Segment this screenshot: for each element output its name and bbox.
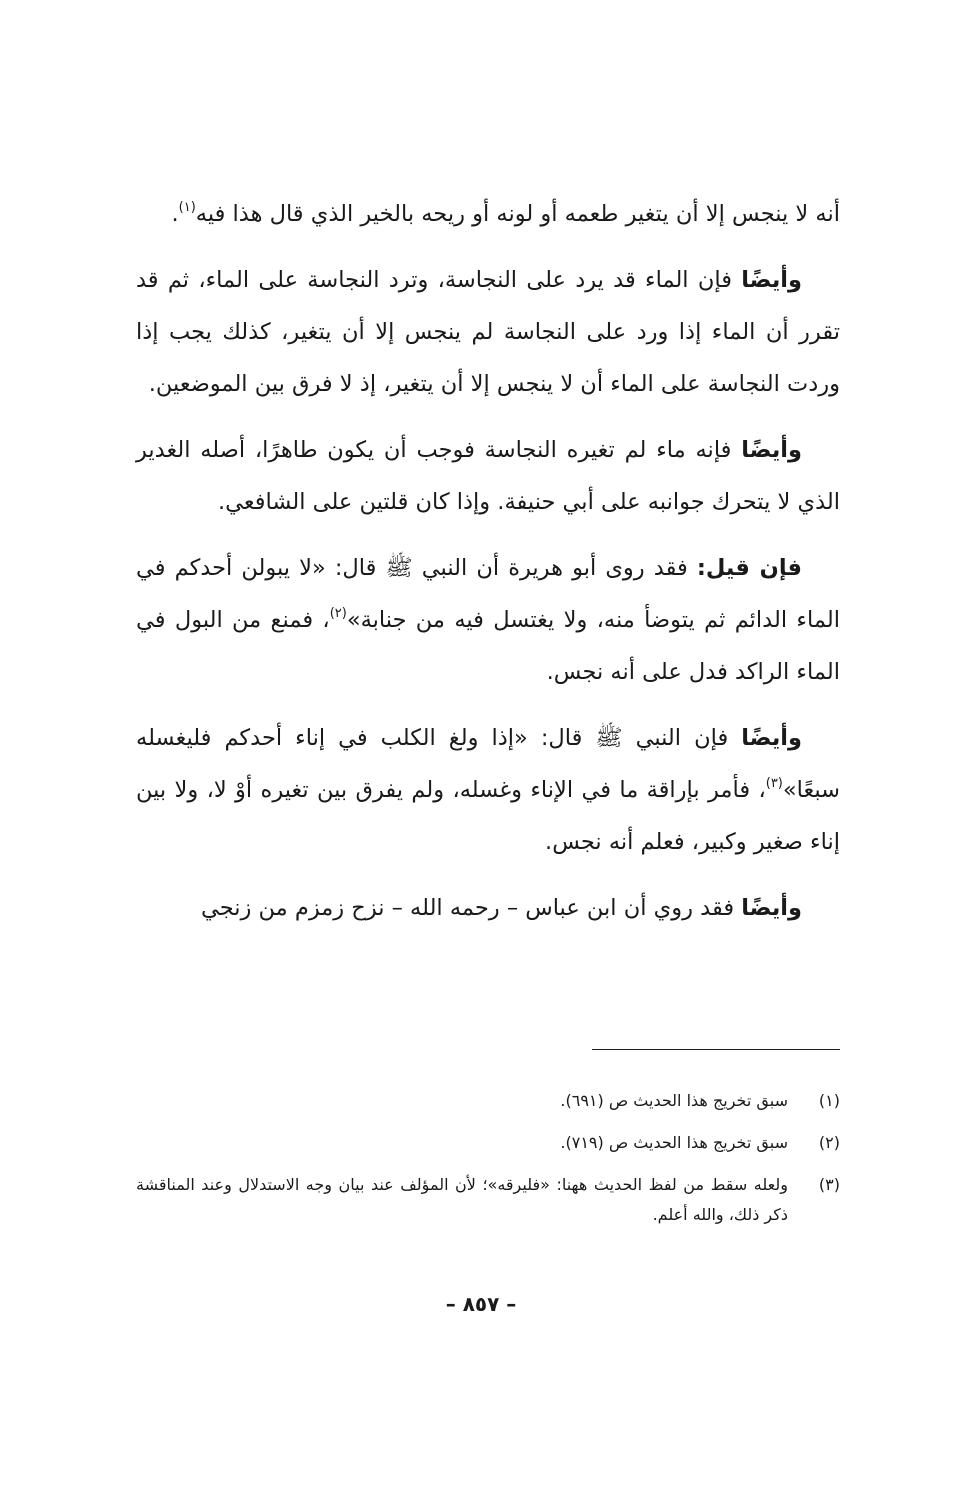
paragraph-6-text: فقد روي أن ابن عباس – رحمه الله – نزح زمزم من زنجي	[201, 895, 742, 921]
main-text	[136, 188, 840, 948]
paragraph-5-text: فإن النبي ﷺ قال: «إذا ولغ الكلب في إناء أحدكم فليغسله سبعًا»	[136, 725, 840, 803]
page-number: – ٨٥٧ –	[445, 1292, 517, 1316]
paragraph-1	[136, 188, 840, 240]
footnote-2-number: (٢)	[818, 1133, 840, 1152]
paragraph-6	[136, 882, 840, 934]
footnote-ref-1: (١)	[178, 200, 196, 215]
paragraph-1-tail: .	[171, 201, 179, 227]
footnote-3-number: (٣)	[818, 1175, 840, 1194]
paragraph-1-text: أنه لا ينجس إلا أن يتغير طعمه أو لونه أو ريحه بالخير الذي قال هذا فيه	[195, 201, 840, 227]
paragraph-5-lead: وأيضًا	[741, 725, 802, 751]
paragraph-4-tail: ، فمنع من البول في الماء الراكد فدل على أنه نجس.	[136, 607, 840, 685]
footnote-1-text: سبق تخريج هذا الحديث ص (٦٩١).	[560, 1091, 788, 1110]
paragraph-5-tail: ، فأمر بإراقة ما في الإناء وغسله، ولم يفرق بين تغيره أوْ لا، ولا بين إناء صغير وكبير، فعلم أنه نجس.	[136, 777, 840, 855]
paragraph-4	[136, 542, 840, 698]
footnote-3	[136, 1170, 840, 1230]
footnote-2	[136, 1128, 840, 1158]
footnotes	[136, 1086, 840, 1242]
footnote-separator	[592, 1049, 840, 1050]
paragraph-3-lead: وأيضًا	[741, 437, 802, 463]
paragraph-5	[136, 712, 840, 868]
footnote-ref-2: (٢)	[329, 606, 347, 621]
paragraph-4-lead: فإن قيل:	[696, 555, 803, 581]
footnote-2-text: سبق تخريج هذا الحديث ص (٧١٩).	[560, 1133, 788, 1152]
paragraph-6-lead: وأيضًا	[741, 895, 802, 921]
paragraph-2-text: فإن الماء قد يرد على النجاسة، وترد النجاسة على الماء، ثم قد تقرر أن الماء إذا ورد على النجاسة لم ينجس إلا أن يتغير، كذلك يجب إذا وردت النجاسة على الماء أن لا ينجس إلا أن يتغير، إذ لا فرق بين الموضعين.	[136, 267, 840, 397]
footnote-1-number: (١)	[818, 1091, 840, 1110]
footnote-3-text: ولعله سقط من لفظ الحديث ههنا: «فليرقه»؛ لأن المؤلف عند بيان وجه الاستدلال وعند المناقشة ذكر ذلك، والله أعلم.	[136, 1175, 788, 1224]
footnote-ref-3: (٣)	[765, 776, 783, 791]
paragraph-3	[136, 424, 840, 528]
paragraph-2-lead: وأيضًا	[741, 267, 802, 293]
paragraph-4-text: فقد روى أبو هريرة أن النبي ﷺ قال: «لا يبولن أحدكم في الماء الدائم ثم يتوضأ منه، ولا يغتسل فيه من جنابة»	[136, 555, 840, 633]
paragraph-3-text: فإنه ماء لم تغيره النجاسة فوجب أن يكون طاهرًا، أصله الغدير الذي لا يتحرك جوانبه على أبي حنيفة. وإذا كان قلتين على الشافعي.	[136, 437, 840, 515]
paragraph-2	[136, 254, 840, 410]
footnote-1	[136, 1086, 840, 1116]
